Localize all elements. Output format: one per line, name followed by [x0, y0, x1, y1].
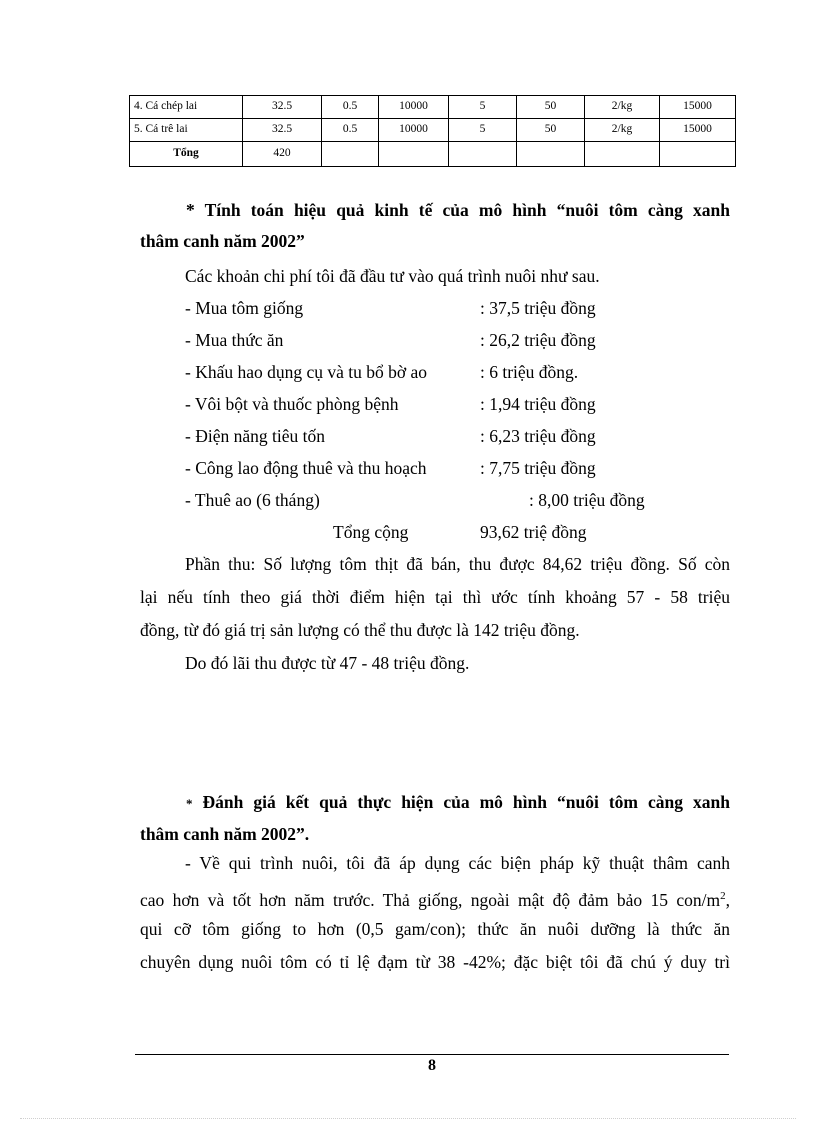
- cost-label: - Công lao động thuê và thu hoạch: [185, 458, 427, 478]
- table-cell: [517, 142, 585, 167]
- cost-value: : 6,23 triệu đồng: [480, 426, 596, 446]
- paragraph-line: - Về qui trình nuôi, tôi đã áp dụng các biện pháp kỹ thuật thâm canh: [185, 853, 730, 873]
- income-line: Phần thu: Số lượng tôm thịt đã bán, thu được 84,62 triệu đồng. Số còn: [185, 554, 730, 574]
- costs-intro: Các khoản chi phí tôi đã đầu tư vào quá trình nuôi như sau.: [185, 266, 600, 286]
- costs-total-label: Tổng cộng: [333, 522, 409, 542]
- table-cell: [379, 142, 449, 167]
- footer-divider: [135, 1054, 729, 1055]
- table-cell: 10000: [379, 96, 449, 119]
- section2-title-line2: thâm canh năm 2002”.: [140, 824, 310, 844]
- table-cell: 5. Cá trê lai: [130, 119, 243, 142]
- section2-title-line1-text: Đánh giá kết quả thực hiện của mô hình “nuôi tôm càng xanh: [202, 792, 731, 812]
- table-cell: 15000: [660, 119, 736, 142]
- paragraph-line: qui cỡ tôm giống to hơn (0,5 gam/con); thức ăn nuôi dưỡng là thức ăn: [140, 919, 730, 939]
- cost-value: : 1,94 triệu đồng: [480, 394, 596, 414]
- cost-value: : 7,75 triệu đồng: [480, 458, 596, 478]
- paragraph-text: ,: [725, 889, 730, 910]
- page-bottom-border: [20, 1118, 796, 1119]
- paragraph-line: chuyên dụng nuôi tôm có tỉ lệ đạm từ 38 -42%; đặc biệt tôi đã chú ý duy trì: [140, 952, 730, 972]
- table-cell: 15000: [660, 96, 736, 119]
- section1-heading: [140, 195, 730, 257]
- cost-value: : 26,2 triệu đồng: [480, 330, 596, 350]
- superscript: 2: [720, 890, 726, 902]
- cost-label: - Mua tôm giống: [185, 298, 304, 318]
- table-cell: 32.5: [243, 119, 322, 142]
- cost-label: - Điện năng tiêu tốn: [185, 426, 325, 446]
- cost-label: - Vôi bột và thuốc phòng bệnh: [185, 394, 399, 414]
- table-cell: [585, 142, 660, 167]
- income-line: đồng, từ đó giá trị sản lượng có thể thu được là 142 triệu đồng.: [140, 620, 580, 640]
- table-total-value: 420: [243, 142, 322, 167]
- table-cell: 0.5: [322, 96, 379, 119]
- income-line: lại nếu tính theo giá thời điểm hiện tại thì ước tính khoảng 57 - 58 triệu: [140, 587, 730, 607]
- table-total-label: Tổng: [130, 142, 243, 167]
- table-cell: [449, 142, 517, 167]
- table-cell: [322, 142, 379, 167]
- section2-heading: [140, 787, 730, 850]
- table-cell: 50: [517, 119, 585, 142]
- table-cell: 0.5: [322, 119, 379, 142]
- cost-value: : 8,00 triệu đồng: [529, 490, 645, 510]
- section2-star: *: [186, 796, 193, 811]
- paragraph-line: [140, 885, 730, 911]
- cost-label: - Khấu hao dụng cụ và tu bổ bờ ao: [185, 362, 428, 382]
- table-total-row: [130, 142, 736, 167]
- table-cell: 5: [449, 96, 517, 119]
- cost-label: - Thuê ao (6 tháng): [185, 490, 320, 510]
- fish-table: [129, 95, 736, 167]
- section1-title-line2: thâm canh năm 2002”: [140, 231, 305, 251]
- table-row: [130, 96, 736, 119]
- cost-label: - Mua thức ăn: [185, 330, 284, 350]
- table-cell: 4. Cá chép lai: [130, 96, 243, 119]
- table-cell: 10000: [379, 119, 449, 142]
- table-cell: 2/kg: [585, 119, 660, 142]
- section2-title-line1: [140, 787, 730, 819]
- table-cell: [660, 142, 736, 167]
- profit-line: Do đó lãi thu được từ 47 - 48 triệu đồng.: [185, 653, 470, 673]
- table-row: [130, 119, 736, 142]
- cost-value: : 37,5 triệu đồng: [480, 298, 596, 318]
- page-number: 8: [428, 1057, 436, 1074]
- cost-value: : 6 triệu đồng.: [480, 362, 579, 382]
- table-cell: 5: [449, 119, 517, 142]
- paragraph-text: cao hơn và tốt hơn năm trước. Thả giống, ngoài mật độ đảm bảo 15 con/m: [140, 889, 721, 910]
- section1-title-line1: * Tính toán hiệu quả kinh tế của mô hình “nuôi tôm càng xanh: [186, 200, 730, 220]
- table-cell: 2/kg: [585, 96, 660, 119]
- table-cell: 50: [517, 96, 585, 119]
- table-cell: 32.5: [243, 96, 322, 119]
- costs-total-value: 93,62 triệ đồng: [480, 522, 587, 542]
